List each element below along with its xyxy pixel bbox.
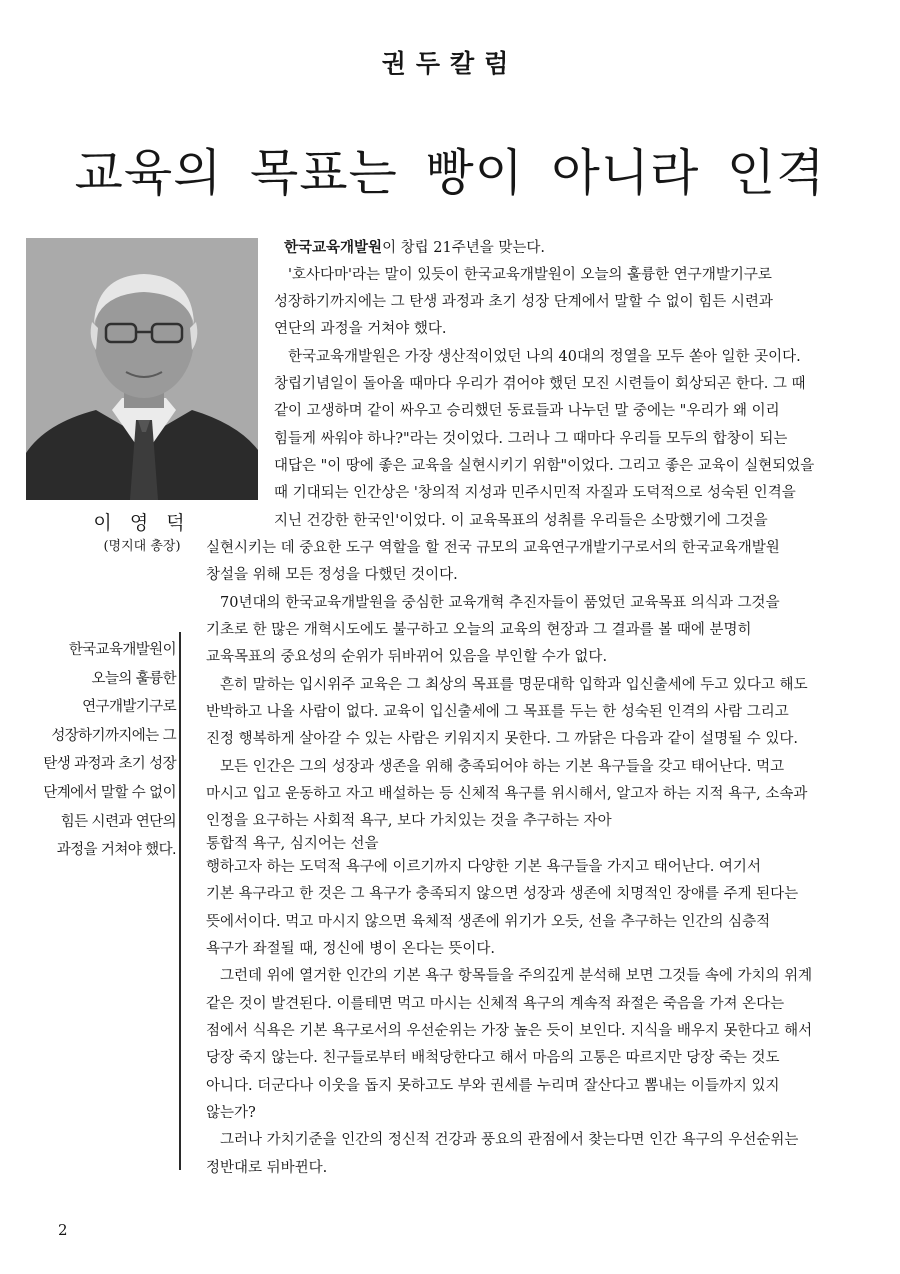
body-line: 욕구가 좌절될 때, 정신에 병이 온다는 뜻이다. [206, 941, 495, 957]
body-line: 점에서 식욕은 기본 욕구로서의 우선순위는 가장 높은 듯이 보인다. 지식을 배우지 못한다고 해서 [206, 1023, 813, 1039]
body-line: 때 기대되는 인간상은 '창의적 지성과 민주시민적 자질과 도덕적으로 성숙된 인격을 [274, 485, 796, 501]
pull-quote [18, 636, 176, 865]
pull-quote-line: 단계에서 말할 수 없이 [43, 784, 176, 801]
body-line: 아니다. 더군다나 이웃을 돕지 못하고도 부와 권세를 누리며 잘산다고 뽐내는 이들까지 있지 [206, 1078, 780, 1094]
body-line: 실현시키는 데 중요한 도구 역할을 할 전국 규모의 교육연구개발기구로서의 한국교육개발원 [206, 540, 780, 556]
page-number: 2 [58, 1221, 68, 1239]
pull-quote-line: 탄생 과정과 초기 성장 [43, 756, 176, 773]
body-line: 한국교육개발원은 가장 생산적이었던 나의 40대의 정열을 모두 쏟아 일한 곳이다. [288, 349, 801, 365]
body-lead-rest: 이 창립 21주년을 맞는다. [382, 240, 546, 256]
body-line: 같은 것이 발견된다. 이를테면 먹고 마시는 신체적 욕구의 계속적 좌절은 죽음을 가져 온다는 [206, 996, 785, 1012]
pull-quote-line: 과정을 거쳐야 했다. [56, 842, 176, 859]
body-line: '호사다마'라는 말이 있듯이 한국교육개발원이 오늘의 훌륭한 연구개발기구로 [288, 267, 772, 283]
body-line: 행하고자 하는 도덕적 욕구에 이르기까지 다양한 기본 욕구들을 가지고 태어난다. 여기서 [206, 859, 761, 875]
body-line: 마시고 입고 운동하고 자고 배설하는 등 신체적 욕구를 위시해서, 알고자 하는 지적 욕구, 소속과 [206, 786, 808, 802]
author-portrait-graphic [26, 238, 258, 500]
body-line: 지닌 건강한 한국인'이었다. 이 교육목표의 성취를 우리들은 소망했기에 그것을 [274, 513, 768, 529]
article-headline: 교육의 목표는 빵이 아니라 인격 [74, 145, 826, 201]
pull-quote-line: 오늘의 훌륭한 [91, 670, 176, 687]
body-lead-term: 한국교육개발원 [284, 240, 383, 256]
body-line: 그런데 위에 열거한 인간의 기본 욕구 항목들을 주의깊게 분석해 보면 그것들 속에 가치의 위계 [220, 968, 813, 984]
pull-quote-line: 한국교육개발원이 [68, 642, 176, 658]
body-line: 창립기념일이 돌아올 때마다 우리가 겪어야 했던 모진 시련들이 회상되곤 한다. 그 때 [274, 376, 806, 392]
author-portrait [26, 238, 258, 500]
pull-quote-line: 연구개발기구로 [82, 699, 176, 716]
body-line: 진정 행복하게 살아갈 수 있는 사람은 키워지지 못한다. 그 까닭은 다음과 같이 설명될 수 있다. [206, 731, 799, 747]
body-line: 70년대의 한국교육개발원을 중심한 교육개혁 추진자들이 품었던 교육목표 의식과 그것을 [220, 595, 780, 611]
body-line: 않는가? [206, 1105, 256, 1121]
body-line: 당장 죽지 않는다. 친구들로부터 배척당한다고 해서 마음의 고통은 따르지만 당장 죽는 것도 [206, 1050, 780, 1066]
pull-quote-line: 힘든 시련과 연단의 [60, 813, 176, 830]
body-line: 인정을 요구하는 사회적 욕구, 보다 가치있는 것을 추구하는 자아 [206, 813, 612, 829]
body-line: 흔히 말하는 입시위주 교육은 그 최상의 목표를 명문대학 입학과 입신출세에 두고 있다고 해도 [220, 677, 808, 693]
pull-quote-line: 성장하기까지에는 그 [51, 727, 176, 744]
body-line: 기본 욕구라고 한 것은 그 욕구가 충족되지 않으면 성장과 생존에 치명적인 장애를 주게 된다는 [206, 886, 799, 902]
author-name: 이 영 덕 [93, 512, 191, 534]
body-line: 기초로 한 많은 개혁시도에도 불구하고 오늘의 교육의 현장과 그 결과를 볼 때에 분명히 [206, 622, 752, 638]
body-line: 창설을 위해 모든 정성을 다했던 것이다. [206, 567, 458, 583]
body-line: 통합적 욕구, 심지어는 선을 [206, 836, 379, 852]
body-line: 반박하고 나올 사람이 없다. 교육이 입신출세에 그 목표를 두는 한 성숙된 인격의 사람 그리고 [206, 704, 789, 720]
body-line: 교육목표의 중요성의 순위가 뒤바뀌어 있음을 부인할 수가 없다. [206, 649, 608, 665]
author-affiliation: (명지대 총장) [103, 539, 181, 554]
body-line: 연단의 과정을 거쳐야 했다. [274, 321, 447, 337]
body-line: 성장하기까지에는 그 탄생 과정과 초기 성장 단계에서 말할 수 없이 힘든 시련과 [274, 294, 773, 310]
pull-quote-rule [179, 632, 181, 1170]
body-line: 대답은 "이 땅에 좋은 교육을 실현시키기 위함"이었다. 그리고 좋은 교육이 실현되었을 [274, 458, 815, 474]
body-line-lead [284, 238, 545, 258]
body-line: 뜻에서이다. 먹고 마시지 않으면 육체적 생존에 위기가 오듯, 선을 추구하는 인간의 심층적 [206, 914, 771, 930]
body-line: 모든 인간은 그의 성장과 생존을 위해 충족되어야 하는 기본 욕구들을 갖고 태어난다. 먹고 [220, 759, 785, 775]
body-line: 정반대로 뒤바뀐다. [206, 1160, 328, 1176]
body-line: 힘들게 싸워야 하나?"라는 것이었다. 그러나 그 때마다 우리들 모두의 합창이 되는 [274, 431, 788, 447]
section-label: 권두칼럼 [381, 49, 519, 78]
body-line: 같이 고생하며 같이 싸우고 승리했던 동료들과 나누던 말 중에는 "우리가 왜 이리 [274, 403, 780, 419]
body-line: 그러나 가치기준을 인간의 정신적 건강과 풍요의 관점에서 찾는다면 인간 욕구의 우선순위는 [220, 1132, 799, 1148]
